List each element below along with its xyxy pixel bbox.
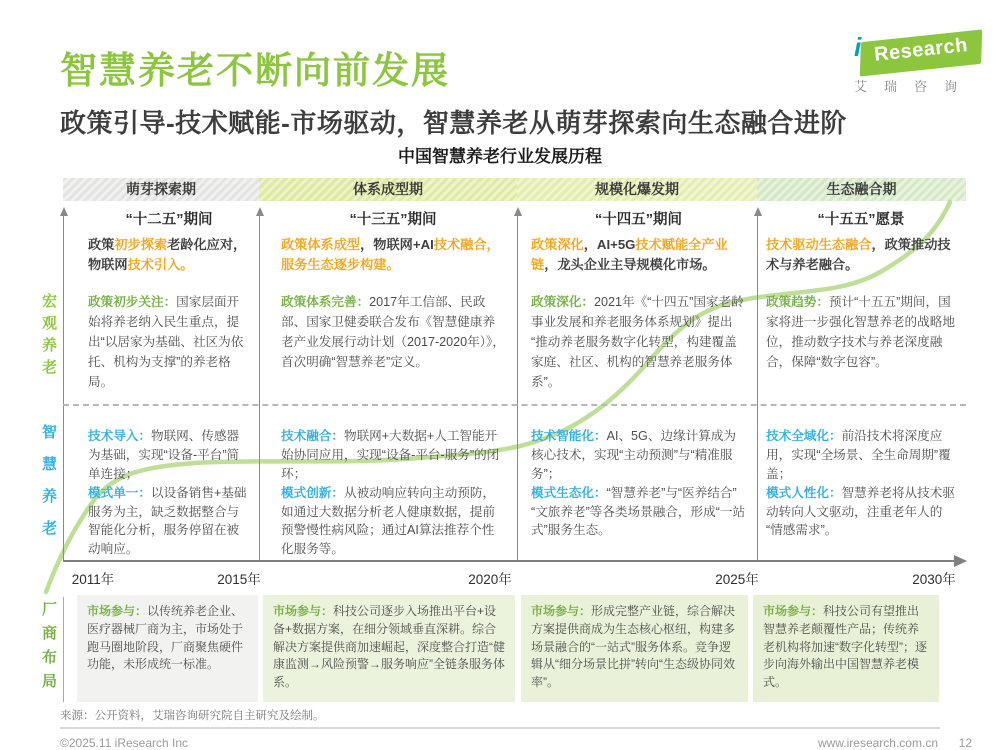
tech-lead: 技术智能化：	[531, 429, 607, 443]
summary-segment: 技术融合，服务生态逐步构建。	[281, 237, 500, 273]
stage-column-explosion	[517, 200, 757, 565]
tech-lead: 技术融合：	[281, 429, 344, 443]
timeline-arrow-icon	[954, 555, 967, 567]
policy-block	[766, 293, 956, 373]
market-lead: 市场参与：	[763, 604, 824, 618]
stage-column-exploration	[63, 200, 259, 565]
year-label: 2020年	[468, 572, 512, 587]
mode-body: 以设备销售+基础服务为主，缺乏数据整合与智能化分析，服务停留在被动响应。	[88, 485, 247, 557]
vendor-axis-line	[63, 597, 64, 702]
stage-summary	[766, 235, 956, 276]
logo-caption: 艾瑞咨询	[854, 79, 975, 94]
market-lead: 市场参与：	[531, 604, 592, 618]
market-body: 以传统养老企业、医疗器械厂商为主，市场处于跑马圈地阶段，厂商聚焦硬件功能，未形成统一标准。	[87, 604, 244, 672]
tech-lead: 技术导入：	[88, 429, 151, 443]
summary-segment: ，AI+5G	[583, 237, 636, 252]
stage-header-integration: 生态融合期	[757, 178, 966, 201]
market-body: 形成完整产业链，综合解决方案提供商成为生态核心枢纽，构建多场景融合的“一站式”服务体系。竞争逻辑从“细分场景比拼”转向“生态级协同效率”。	[531, 604, 736, 689]
policy-lead: 政策初步关注：	[88, 295, 177, 309]
page-subtitle: 政策引导-技术赋能-市场驱动，智慧养老从萌芽探索向生态融合进阶	[60, 108, 847, 138]
tech-block	[531, 427, 746, 540]
stage-header-explosion: 规模化爆发期	[517, 178, 757, 201]
summary-segment: ，物联网+AI	[360, 237, 434, 252]
market-box-exploration	[77, 595, 258, 702]
period-label: “十五五”愿景	[817, 212, 905, 228]
summary-segment: 技术驱动生态融合	[766, 237, 872, 252]
copyright-text: ©2025.11 iResearch Inc	[60, 736, 189, 750]
rail-label-macro-pension: 宏观养老	[40, 293, 57, 381]
summary-segment: 初步探索	[114, 237, 168, 252]
chart-title: 中国智慧养老行业发展历程	[398, 147, 602, 166]
source-note: 来源：公开资料，艾瑞咨询研究院自主研究及绘制。	[60, 710, 325, 722]
summary-segment: ，政策推动技术与养老融合。	[766, 237, 951, 273]
market-lead: 市场参与：	[273, 604, 334, 618]
tech-body: 物联网、传感器为基础，实现“设备-平台”简单连接；	[88, 429, 240, 481]
summary-segment: 老龄化应对，物联网	[88, 237, 247, 273]
timeline-axis	[63, 560, 956, 562]
policy-block	[531, 293, 746, 392]
tech-body: 物联网+大数据+人工智能开始协同应用，实现“设备-平台-服务”的闭环；	[281, 429, 500, 481]
year-label: 2011年	[71, 572, 115, 587]
market-box-formation	[263, 595, 515, 702]
period-label: “十二五”期间	[125, 212, 213, 228]
summary-segment: 技术引入。	[127, 257, 194, 273]
policy-body: 2017年工信部、民政部、国家卫健委联合发布《智慧健康养老产业发展行动计划（2017-2020年）》，首次明确“智慧养老”定义。	[281, 295, 505, 369]
market-body: 科技公司逐步入场推出平台+设备+数据方案，在细分领域垂直深耕。综合解决方案提供商加速崛起，深度整合打造“健康监测→风险预警→服务响应”全链条服务体系。	[273, 604, 505, 689]
year-label: 2015年	[217, 572, 261, 587]
tech-body: 前沿技术将深度应用，实现“全场景、全生命周期”覆盖；	[766, 429, 951, 481]
page-title: 智慧养老不断向前发展	[60, 50, 450, 91]
logo-brand-text: Research	[873, 34, 969, 66]
policy-lead: 政策深化：	[531, 295, 594, 309]
period-label: “十三五”期间	[349, 212, 437, 228]
page-number: 12	[958, 736, 972, 750]
period-label: “十四五”期间	[595, 212, 682, 228]
year-label: 2030年	[912, 572, 956, 587]
stage-header-formation: 体系成型期	[259, 178, 517, 201]
policy-lead: 政策体系完善：	[281, 295, 370, 309]
mode-lead: 模式单一：	[88, 485, 151, 500]
mode-body: “智慧养老”与“医养结合”“文旅养老”等各类场景融合，形成“一站式”服务生态。	[531, 485, 746, 538]
policy-body: 国家层面开始将养老纳入民生重点，提出“以居家为基础、社区为依托、机构为支撑”的养老格局。	[88, 295, 244, 389]
tech-block	[766, 427, 956, 540]
policy-block	[88, 293, 250, 392]
summary-segment: 技术赋能全产业链	[531, 237, 728, 273]
policy-body: 预计“十五五”期间，国家将进一步强化智慧养老的战略地位，推动数字技术与养老深度融合，保障“数字包容”。	[766, 295, 955, 369]
market-lead: 市场参与：	[87, 604, 148, 618]
summary-segment: 政策	[88, 237, 115, 252]
tech-block	[281, 427, 505, 559]
policy-block	[281, 293, 505, 373]
summary-segment: 政策体系成型	[281, 237, 361, 252]
mode-body: 智慧养老将从技术驱动转向人文驱动，注重老年人的“情感需求”。	[766, 485, 955, 538]
footer-divider	[60, 727, 940, 729]
market-box-integration	[753, 595, 939, 702]
mode-lead: 模式人性化：	[766, 485, 842, 500]
market-box-explosion	[521, 595, 748, 702]
market-body: 科技公司有望推出智慧养老颠覆性产品；传统养老机构将加速“数字化转型”；逐步向海外输出中国智慧养老模式。	[763, 604, 927, 689]
rail-label-vendor-layout: 厂商布局	[40, 601, 57, 697]
stage-column-integration	[757, 200, 966, 565]
stage-summary	[531, 235, 746, 276]
tech-lead: 技术全域化：	[766, 429, 842, 443]
tech-block	[88, 427, 250, 559]
summary-segment: 政策深化	[531, 237, 584, 252]
logo-i-glyph: i	[854, 32, 862, 62]
stage-summary	[88, 235, 250, 276]
stage-header-exploration: 萌芽探索期	[63, 178, 259, 201]
policy-body: 2021年《“十四五”国家老龄事业发展和养老服务体系规划》提出“推动养老服务数字化转型，构建覆盖家庭、社区、机构的智慧养老服务体系”。	[531, 295, 744, 389]
tech-body: AI、5G、边缘计算成为核心技术，实现“主动预测”与“精准服务”；	[531, 429, 737, 481]
stage-column-formation	[259, 200, 517, 565]
year-label: 2025年	[715, 572, 759, 587]
rail-label-smart-pension: 智慧养老	[40, 424, 57, 552]
mode-lead: 模式创新：	[281, 485, 344, 500]
website-text: www.iresearch.com.cn	[817, 736, 938, 750]
summary-segment: ，龙头企业主导规模化市场。	[544, 257, 716, 273]
mode-lead: 模式生态化：	[531, 485, 607, 500]
policy-lead: 政策趋势：	[766, 295, 829, 309]
mode-body: 从被动响应转向主动预防，如通过大数据分析老人健康数据，提前预警慢性病风险；通过AI算法推荐个性化服务等。	[281, 485, 496, 557]
stage-summary	[281, 235, 505, 276]
